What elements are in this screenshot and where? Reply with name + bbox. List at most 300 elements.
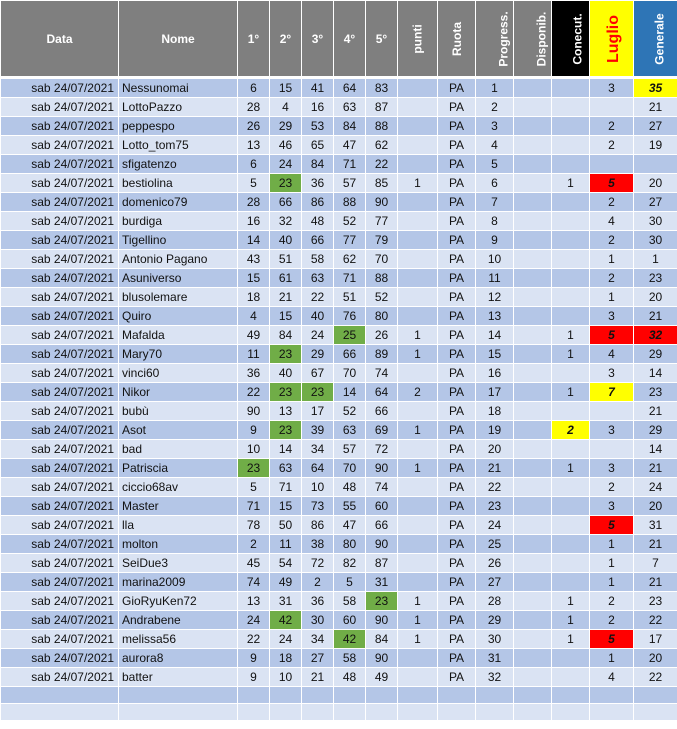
cell-disponib[interactable]: [514, 592, 552, 611]
cell-num-4[interactable]: 48: [334, 478, 366, 497]
cell-disponib[interactable]: [514, 535, 552, 554]
cell-luglio[interactable]: 3: [590, 364, 634, 383]
cell-luglio[interactable]: 5: [590, 174, 634, 193]
cell-num-1[interactable]: 2: [238, 535, 270, 554]
cell-num-1[interactable]: 5: [238, 478, 270, 497]
cell-num-3[interactable]: 24: [302, 326, 334, 345]
header-num-3[interactable]: 3°: [302, 1, 334, 77]
cell-num-3[interactable]: 73: [302, 497, 334, 516]
cell-ruota[interactable]: PA: [438, 288, 476, 307]
cell-num-5[interactable]: 31: [366, 573, 398, 592]
table-row[interactable]: [1, 307, 677, 326]
cell-num-3[interactable]: 21: [302, 668, 334, 687]
cell-generale[interactable]: 23: [634, 592, 677, 611]
cell-num-3[interactable]: 40: [302, 307, 334, 326]
cell-num-5[interactable]: 87: [366, 554, 398, 573]
cell-conecut[interactable]: [552, 364, 590, 383]
cell-num-1[interactable]: 23: [238, 459, 270, 478]
cell-generale[interactable]: 27: [634, 117, 677, 136]
cell-num-3[interactable]: 23: [302, 383, 334, 402]
cell-progress[interactable]: 7: [476, 193, 514, 212]
cell-num-4[interactable]: 52: [334, 402, 366, 421]
cell-progress[interactable]: 18: [476, 402, 514, 421]
cell-generale[interactable]: 27: [634, 193, 677, 212]
table-row[interactable]: [1, 364, 677, 383]
cell-disponib[interactable]: [514, 630, 552, 649]
table-row[interactable]: [1, 440, 677, 459]
empty-cell[interactable]: [634, 704, 677, 721]
cell-punti[interactable]: [398, 98, 438, 117]
cell-punti[interactable]: [398, 402, 438, 421]
cell-disponib[interactable]: [514, 250, 552, 269]
cell-num-5[interactable]: 90: [366, 193, 398, 212]
cell-generale[interactable]: 21: [634, 535, 677, 554]
cell-progress[interactable]: 25: [476, 535, 514, 554]
cell-num-5[interactable]: 66: [366, 402, 398, 421]
cell-num-3[interactable]: 36: [302, 592, 334, 611]
empty-cell[interactable]: [438, 687, 476, 704]
cell-nome[interactable]: burdiga: [119, 212, 238, 231]
cell-punti[interactable]: [398, 212, 438, 231]
cell-nome[interactable]: aurora8: [119, 649, 238, 668]
cell-generale[interactable]: 22: [634, 668, 677, 687]
empty-cell[interactable]: [514, 687, 552, 704]
cell-num-4[interactable]: 71: [334, 155, 366, 174]
cell-progress[interactable]: 1: [476, 79, 514, 98]
cell-data[interactable]: sab 24/07/2021: [1, 573, 119, 592]
cell-conecut[interactable]: [552, 288, 590, 307]
cell-data[interactable]: sab 24/07/2021: [1, 478, 119, 497]
cell-num-1[interactable]: 43: [238, 250, 270, 269]
cell-ruota[interactable]: PA: [438, 269, 476, 288]
cell-punti[interactable]: 2: [398, 383, 438, 402]
cell-conecut[interactable]: [552, 250, 590, 269]
cell-num-2[interactable]: 4: [270, 98, 302, 117]
cell-num-4[interactable]: 42: [334, 630, 366, 649]
cell-num-2[interactable]: 42: [270, 611, 302, 630]
cell-ruota[interactable]: PA: [438, 554, 476, 573]
cell-generale[interactable]: 20: [634, 288, 677, 307]
cell-num-4[interactable]: 47: [334, 516, 366, 535]
cell-num-1[interactable]: 11: [238, 345, 270, 364]
cell-generale[interactable]: 22: [634, 611, 677, 630]
cell-ruota[interactable]: PA: [438, 668, 476, 687]
cell-disponib[interactable]: [514, 649, 552, 668]
cell-punti[interactable]: [398, 136, 438, 155]
cell-nome[interactable]: vinci60: [119, 364, 238, 383]
cell-conecut[interactable]: [552, 231, 590, 250]
cell-generale[interactable]: 21: [634, 402, 677, 421]
cell-num-2[interactable]: 40: [270, 231, 302, 250]
empty-cell[interactable]: [590, 704, 634, 721]
cell-num-5[interactable]: 69: [366, 421, 398, 440]
cell-num-2[interactable]: 24: [270, 155, 302, 174]
cell-num-2[interactable]: 51: [270, 250, 302, 269]
table-row[interactable]: [1, 231, 677, 250]
cell-num-2[interactable]: 40: [270, 364, 302, 383]
cell-progress[interactable]: 24: [476, 516, 514, 535]
cell-progress[interactable]: 21: [476, 459, 514, 478]
cell-num-4[interactable]: 71: [334, 269, 366, 288]
cell-num-1[interactable]: 10: [238, 440, 270, 459]
cell-num-5[interactable]: 70: [366, 250, 398, 269]
cell-disponib[interactable]: [514, 345, 552, 364]
cell-disponib[interactable]: [514, 136, 552, 155]
cell-num-1[interactable]: 24: [238, 611, 270, 630]
cell-conecut[interactable]: [552, 649, 590, 668]
cell-num-4[interactable]: 88: [334, 193, 366, 212]
cell-punti[interactable]: 1: [398, 326, 438, 345]
cell-nome[interactable]: marina2009: [119, 573, 238, 592]
cell-num-5[interactable]: 84: [366, 630, 398, 649]
empty-cell[interactable]: [119, 704, 238, 721]
cell-conecut[interactable]: [552, 440, 590, 459]
cell-punti[interactable]: [398, 478, 438, 497]
cell-num-2[interactable]: 14: [270, 440, 302, 459]
empty-cell[interactable]: [1, 704, 119, 721]
cell-num-5[interactable]: 77: [366, 212, 398, 231]
cell-conecut[interactable]: [552, 117, 590, 136]
empty-cell[interactable]: [398, 704, 438, 721]
table-row[interactable]: [1, 269, 677, 288]
cell-data[interactable]: sab 24/07/2021: [1, 440, 119, 459]
cell-luglio[interactable]: 5: [590, 326, 634, 345]
cell-disponib[interactable]: [514, 326, 552, 345]
table-row[interactable]: [1, 497, 677, 516]
cell-generale[interactable]: 30: [634, 231, 677, 250]
cell-ruota[interactable]: PA: [438, 250, 476, 269]
cell-nome[interactable]: SeiDue3: [119, 554, 238, 573]
cell-data[interactable]: sab 24/07/2021: [1, 98, 119, 117]
cell-disponib[interactable]: [514, 98, 552, 117]
cell-progress[interactable]: 5: [476, 155, 514, 174]
cell-num-3[interactable]: 67: [302, 364, 334, 383]
cell-num-4[interactable]: 52: [334, 212, 366, 231]
table-row[interactable]: [1, 421, 677, 440]
cell-ruota[interactable]: PA: [438, 307, 476, 326]
cell-num-4[interactable]: 62: [334, 250, 366, 269]
cell-disponib[interactable]: [514, 288, 552, 307]
cell-num-1[interactable]: 36: [238, 364, 270, 383]
cell-num-2[interactable]: 66: [270, 193, 302, 212]
empty-cell[interactable]: [634, 687, 677, 704]
cell-progress[interactable]: 13: [476, 307, 514, 326]
table-row[interactable]: [1, 326, 677, 345]
cell-num-4[interactable]: 63: [334, 98, 366, 117]
cell-data[interactable]: sab 24/07/2021: [1, 250, 119, 269]
cell-generale[interactable]: 23: [634, 269, 677, 288]
cell-disponib[interactable]: [514, 117, 552, 136]
cell-generale[interactable]: 31: [634, 516, 677, 535]
cell-num-1[interactable]: 26: [238, 117, 270, 136]
cell-num-5[interactable]: 90: [366, 459, 398, 478]
table-row[interactable]: [1, 250, 677, 269]
cell-nome[interactable]: Mary70: [119, 345, 238, 364]
cell-num-3[interactable]: 84: [302, 155, 334, 174]
cell-num-4[interactable]: 64: [334, 79, 366, 98]
cell-ruota[interactable]: PA: [438, 174, 476, 193]
empty-cell[interactable]: [590, 687, 634, 704]
cell-data[interactable]: sab 24/07/2021: [1, 193, 119, 212]
cell-ruota[interactable]: PA: [438, 440, 476, 459]
cell-generale[interactable]: 14: [634, 440, 677, 459]
empty-cell[interactable]: [1, 687, 119, 704]
cell-data[interactable]: sab 24/07/2021: [1, 231, 119, 250]
cell-num-1[interactable]: 16: [238, 212, 270, 231]
cell-num-3[interactable]: 86: [302, 516, 334, 535]
cell-generale[interactable]: 20: [634, 497, 677, 516]
cell-data[interactable]: sab 24/07/2021: [1, 611, 119, 630]
cell-luglio[interactable]: 1: [590, 288, 634, 307]
cell-num-1[interactable]: 6: [238, 155, 270, 174]
cell-generale[interactable]: [634, 155, 677, 174]
cell-luglio[interactable]: 2: [590, 478, 634, 497]
cell-generale[interactable]: 1: [634, 250, 677, 269]
cell-progress[interactable]: 23: [476, 497, 514, 516]
empty-cell[interactable]: [552, 704, 590, 721]
cell-nome[interactable]: Quiro: [119, 307, 238, 326]
cell-disponib[interactable]: [514, 402, 552, 421]
header-num-2[interactable]: 2°: [270, 1, 302, 77]
table-row[interactable]: [1, 383, 677, 402]
cell-luglio[interactable]: [590, 402, 634, 421]
table-row[interactable]: [1, 117, 677, 136]
cell-num-5[interactable]: 72: [366, 440, 398, 459]
cell-nome[interactable]: Mafalda: [119, 326, 238, 345]
cell-num-5[interactable]: 74: [366, 478, 398, 497]
cell-num-1[interactable]: 5: [238, 174, 270, 193]
table-row[interactable]: [1, 611, 677, 630]
cell-data[interactable]: sab 24/07/2021: [1, 79, 119, 98]
cell-luglio[interactable]: 4: [590, 212, 634, 231]
cell-disponib[interactable]: [514, 364, 552, 383]
cell-nome[interactable]: Andrabene: [119, 611, 238, 630]
cell-luglio[interactable]: 2: [590, 592, 634, 611]
cell-conecut[interactable]: [552, 554, 590, 573]
empty-cell[interactable]: [302, 687, 334, 704]
cell-progress[interactable]: 8: [476, 212, 514, 231]
cell-luglio[interactable]: 4: [590, 345, 634, 364]
cell-conecut[interactable]: [552, 478, 590, 497]
cell-punti[interactable]: [398, 79, 438, 98]
cell-data[interactable]: sab 24/07/2021: [1, 136, 119, 155]
table-row[interactable]: [1, 155, 677, 174]
cell-num-5[interactable]: 23: [366, 592, 398, 611]
cell-num-4[interactable]: 58: [334, 592, 366, 611]
cell-data[interactable]: sab 24/07/2021: [1, 402, 119, 421]
cell-punti[interactable]: [398, 193, 438, 212]
cell-num-3[interactable]: 10: [302, 478, 334, 497]
header-generale[interactable]: [634, 1, 677, 77]
cell-progress[interactable]: 27: [476, 573, 514, 592]
cell-data[interactable]: sab 24/07/2021: [1, 592, 119, 611]
cell-disponib[interactable]: [514, 611, 552, 630]
cell-num-2[interactable]: 84: [270, 326, 302, 345]
cell-luglio[interactable]: 3: [590, 307, 634, 326]
cell-progress[interactable]: 28: [476, 592, 514, 611]
cell-disponib[interactable]: [514, 668, 552, 687]
cell-num-3[interactable]: 27: [302, 649, 334, 668]
cell-ruota[interactable]: PA: [438, 611, 476, 630]
cell-nome[interactable]: GioRyuKen72: [119, 592, 238, 611]
cell-conecut[interactable]: [552, 668, 590, 687]
cell-num-3[interactable]: 39: [302, 421, 334, 440]
cell-disponib[interactable]: [514, 79, 552, 98]
cell-data[interactable]: sab 24/07/2021: [1, 554, 119, 573]
cell-conecut[interactable]: 1: [552, 345, 590, 364]
cell-num-2[interactable]: 50: [270, 516, 302, 535]
table-row[interactable]: [1, 630, 677, 649]
cell-disponib[interactable]: [514, 516, 552, 535]
cell-luglio[interactable]: 4: [590, 668, 634, 687]
cell-luglio[interactable]: [590, 155, 634, 174]
cell-ruota[interactable]: PA: [438, 649, 476, 668]
cell-generale[interactable]: 21: [634, 307, 677, 326]
cell-data[interactable]: sab 24/07/2021: [1, 649, 119, 668]
cell-num-3[interactable]: 30: [302, 611, 334, 630]
cell-luglio[interactable]: 3: [590, 79, 634, 98]
cell-progress[interactable]: 29: [476, 611, 514, 630]
cell-num-2[interactable]: 15: [270, 497, 302, 516]
header-ruota[interactable]: [438, 1, 476, 77]
table-row[interactable]: [1, 288, 677, 307]
cell-progress[interactable]: 20: [476, 440, 514, 459]
cell-data[interactable]: sab 24/07/2021: [1, 326, 119, 345]
cell-ruota[interactable]: PA: [438, 421, 476, 440]
cell-num-3[interactable]: 64: [302, 459, 334, 478]
cell-punti[interactable]: [398, 649, 438, 668]
cell-generale[interactable]: 23: [634, 383, 677, 402]
cell-punti[interactable]: 1: [398, 174, 438, 193]
cell-num-4[interactable]: 77: [334, 231, 366, 250]
cell-num-4[interactable]: 25: [334, 326, 366, 345]
cell-punti[interactable]: [398, 668, 438, 687]
cell-punti[interactable]: [398, 307, 438, 326]
cell-num-2[interactable]: 21: [270, 288, 302, 307]
cell-progress[interactable]: 16: [476, 364, 514, 383]
cell-nome[interactable]: sfigatenzo: [119, 155, 238, 174]
cell-progress[interactable]: 12: [476, 288, 514, 307]
cell-nome[interactable]: batter: [119, 668, 238, 687]
cell-progress[interactable]: 19: [476, 421, 514, 440]
cell-ruota[interactable]: PA: [438, 383, 476, 402]
cell-data[interactable]: sab 24/07/2021: [1, 383, 119, 402]
cell-num-5[interactable]: 88: [366, 117, 398, 136]
cell-punti[interactable]: 1: [398, 421, 438, 440]
empty-cell[interactable]: [334, 704, 366, 721]
cell-luglio[interactable]: 3: [590, 497, 634, 516]
cell-disponib[interactable]: [514, 193, 552, 212]
cell-num-5[interactable]: 26: [366, 326, 398, 345]
cell-num-2[interactable]: 23: [270, 174, 302, 193]
cell-data[interactable]: sab 24/07/2021: [1, 630, 119, 649]
cell-num-1[interactable]: 28: [238, 98, 270, 117]
cell-progress[interactable]: 3: [476, 117, 514, 136]
cell-progress[interactable]: 30: [476, 630, 514, 649]
cell-num-2[interactable]: 49: [270, 573, 302, 592]
cell-progress[interactable]: 11: [476, 269, 514, 288]
cell-luglio[interactable]: 1: [590, 554, 634, 573]
cell-num-2[interactable]: 71: [270, 478, 302, 497]
cell-disponib[interactable]: [514, 478, 552, 497]
empty-cell[interactable]: [476, 687, 514, 704]
cell-punti[interactable]: [398, 117, 438, 136]
cell-luglio[interactable]: 1: [590, 573, 634, 592]
cell-num-4[interactable]: 84: [334, 117, 366, 136]
cell-disponib[interactable]: [514, 459, 552, 478]
cell-generale[interactable]: 20: [634, 649, 677, 668]
cell-num-4[interactable]: 57: [334, 440, 366, 459]
cell-num-5[interactable]: 74: [366, 364, 398, 383]
cell-num-3[interactable]: 22: [302, 288, 334, 307]
cell-generale[interactable]: 32: [634, 326, 677, 345]
cell-punti[interactable]: [398, 554, 438, 573]
cell-generale[interactable]: 21: [634, 459, 677, 478]
empty-cell[interactable]: [270, 704, 302, 721]
cell-progress[interactable]: 2: [476, 98, 514, 117]
table-row[interactable]: [1, 535, 677, 554]
cell-num-2[interactable]: 29: [270, 117, 302, 136]
cell-luglio[interactable]: 2: [590, 193, 634, 212]
empty-cell[interactable]: [302, 704, 334, 721]
cell-num-3[interactable]: 16: [302, 98, 334, 117]
cell-progress[interactable]: 31: [476, 649, 514, 668]
table-row[interactable]: [1, 592, 677, 611]
cell-num-5[interactable]: 89: [366, 345, 398, 364]
cell-data[interactable]: sab 24/07/2021: [1, 155, 119, 174]
cell-progress[interactable]: 10: [476, 250, 514, 269]
cell-disponib[interactable]: [514, 155, 552, 174]
cell-disponib[interactable]: [514, 383, 552, 402]
header-luglio[interactable]: [590, 1, 634, 77]
cell-num-4[interactable]: 70: [334, 364, 366, 383]
cell-num-5[interactable]: 80: [366, 307, 398, 326]
header-data[interactable]: Data: [1, 1, 119, 77]
cell-num-2[interactable]: 11: [270, 535, 302, 554]
header-progress[interactable]: [476, 1, 514, 77]
cell-num-5[interactable]: 49: [366, 668, 398, 687]
cell-punti[interactable]: [398, 269, 438, 288]
cell-punti[interactable]: 1: [398, 345, 438, 364]
cell-num-4[interactable]: 55: [334, 497, 366, 516]
cell-ruota[interactable]: PA: [438, 326, 476, 345]
empty-row[interactable]: [1, 704, 677, 721]
cell-punti[interactable]: [398, 288, 438, 307]
cell-conecut[interactable]: 2: [552, 421, 590, 440]
cell-num-5[interactable]: 90: [366, 535, 398, 554]
cell-conecut[interactable]: [552, 573, 590, 592]
table-row[interactable]: [1, 174, 677, 193]
empty-cell[interactable]: [438, 704, 476, 721]
cell-num-2[interactable]: 23: [270, 383, 302, 402]
cell-num-5[interactable]: 52: [366, 288, 398, 307]
cell-progress[interactable]: 9: [476, 231, 514, 250]
cell-num-5[interactable]: 90: [366, 611, 398, 630]
cell-num-5[interactable]: 79: [366, 231, 398, 250]
cell-nome[interactable]: Asot: [119, 421, 238, 440]
cell-punti[interactable]: [398, 250, 438, 269]
empty-cell[interactable]: [476, 704, 514, 721]
table-row[interactable]: [1, 478, 677, 497]
cell-ruota[interactable]: PA: [438, 79, 476, 98]
empty-row[interactable]: [1, 687, 677, 704]
cell-generale[interactable]: 30: [634, 212, 677, 231]
cell-num-3[interactable]: 34: [302, 630, 334, 649]
empty-cell[interactable]: [119, 687, 238, 704]
cell-generale[interactable]: 19: [634, 136, 677, 155]
empty-cell[interactable]: [366, 687, 398, 704]
cell-luglio[interactable]: 2: [590, 231, 634, 250]
